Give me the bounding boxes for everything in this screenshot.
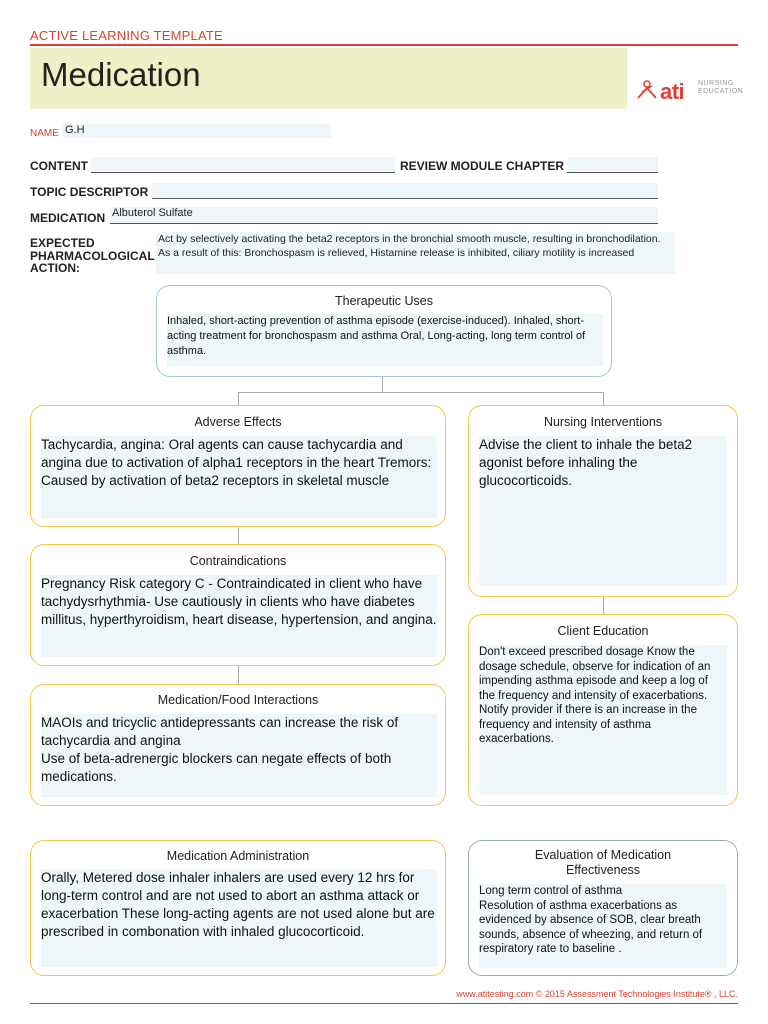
name-field[interactable] bbox=[63, 124, 331, 138]
topic-label: TOPIC DESCRIPTOR bbox=[30, 185, 149, 199]
connector bbox=[238, 392, 604, 393]
med-food-interactions-box bbox=[30, 684, 446, 806]
adverse-effects-box bbox=[30, 405, 446, 527]
page-title: Medication bbox=[41, 56, 201, 93]
connector bbox=[603, 392, 604, 405]
evaluation-title-line1: Evaluation of Medication bbox=[534, 848, 672, 862]
expected-action-label bbox=[30, 237, 155, 275]
med-food-interactions-title: Medication/Food Interactions bbox=[157, 693, 319, 707]
expected-label-line3: ACTION: bbox=[30, 261, 80, 275]
ati-logo-icon bbox=[634, 76, 660, 102]
evaluation-line1: Long term control of asthma bbox=[479, 885, 623, 897]
template-label: ACTIVE LEARNING TEMPLATE bbox=[30, 28, 223, 43]
ati-logo bbox=[632, 74, 742, 110]
footer-text: www.atitesting.com © 2015 Assessment Technologies Institute® , LLC. bbox=[456, 989, 738, 999]
medication-value: Albuterol Sulfate bbox=[112, 207, 193, 219]
nursing-interventions-box bbox=[468, 405, 738, 597]
med-food-interactions-line1: MAOIs and tricyclic antidepressants can increase the risk of tachycardia and angina bbox=[41, 715, 399, 748]
name-value: G.H bbox=[65, 124, 85, 136]
med-administration-body[interactable]: Orally, Metered dose inhaler inhalers are used every 12 hrs for long-term control and are not used to abort an asthma attack or exacerbation These long-acting agents are not used alone but are prescribed in combonation with inhaled glucocorticoid. bbox=[41, 869, 437, 967]
evaluation-title bbox=[469, 848, 737, 878]
expected-action-field[interactable] bbox=[156, 232, 675, 274]
logo-tagline: NURSING EDUCATION bbox=[698, 80, 744, 95]
header-rule bbox=[30, 44, 738, 46]
connector bbox=[238, 527, 239, 544]
connector bbox=[238, 666, 239, 684]
review-module-label: REVIEW MODULE CHAPTER bbox=[400, 159, 565, 173]
content-field[interactable] bbox=[91, 157, 395, 173]
logo-brand: ati bbox=[660, 79, 685, 104]
medication-field[interactable] bbox=[110, 207, 658, 224]
topic-field[interactable] bbox=[152, 183, 658, 199]
contraindications-body[interactable]: Pregnancy Risk category C - Contraindicated in client who have tachydysrhythmia- Use cautiously in clients who have diabetes millitus, hyperthyroidism, heart disease, hypertension, and angina. bbox=[41, 575, 437, 657]
evaluation-box bbox=[468, 840, 738, 976]
medication-label: MEDICATION bbox=[30, 211, 106, 225]
footer-rule bbox=[30, 1003, 738, 1004]
expected-label-line1: EXPECTED bbox=[30, 236, 95, 250]
expected-label-line2: PHARMACOLOGICAL bbox=[30, 248, 155, 263]
adverse-effects-title: Adverse Effects bbox=[194, 415, 282, 429]
adverse-effects-body[interactable]: Tachycardia, angina: Oral agents can cause tachycardia and angina due to activation of alpha1 receptors in the heart Tremors: Caused by activation of beta2 receptors in skeletal muscle bbox=[41, 436, 437, 518]
med-administration-title: Medication Administration bbox=[166, 849, 310, 863]
connector bbox=[382, 377, 383, 392]
nursing-interventions-title: Nursing Interventions bbox=[543, 415, 663, 429]
med-food-interactions-body[interactable] bbox=[41, 714, 437, 797]
contraindications-title: Contraindications bbox=[189, 554, 287, 568]
evaluation-body[interactable] bbox=[479, 884, 727, 968]
therapeutic-uses-title: Therapeutic Uses bbox=[335, 294, 433, 308]
nursing-interventions-body[interactable]: Advise the client to inhale the beta2 agonist before inhaling the glucocorticoids. bbox=[479, 436, 727, 586]
evaluation-line2: Resolution of asthma exacerbations as evidenced by absence of SOB, clear breath sounds, absence of wheezing, and return of respiratory rate to baseline . bbox=[479, 899, 703, 955]
evaluation-title-line2: Effectiveness bbox=[565, 863, 641, 877]
connector bbox=[603, 597, 604, 614]
name-label: NAME bbox=[30, 128, 59, 139]
client-education-title: Client Education bbox=[557, 624, 649, 638]
med-administration-box bbox=[30, 840, 446, 976]
therapeutic-uses-box bbox=[156, 285, 612, 377]
client-education-body[interactable]: Don't exceed prescribed dosage Know the dosage schedule, observe for indication of an impending asthma episode and keep a log of the frequency and intensity of exacerbations. Notify provider if there is an increase in the frequency and intensity of asthma exacerbations. bbox=[479, 645, 727, 795]
review-module-field[interactable] bbox=[567, 157, 658, 173]
client-education-box bbox=[468, 614, 738, 806]
expected-action-value: Act by selectively activating the beta2 receptors in the bronchial smooth muscle, resulting in bronchodilation. As a result of this: Bronchospasm is relieved, Histamine release is inhibited, ciliary motility is increased bbox=[158, 233, 661, 259]
therapeutic-uses-body[interactable]: Inhaled, short-acting prevention of asthma episode (exercise-induced). Inhaled, short-acting treatment for bronchospasm and asthma Oral, Long-acting, long term control of asthma. bbox=[167, 314, 603, 366]
content-label: CONTENT bbox=[30, 159, 88, 173]
contraindications-box bbox=[30, 544, 446, 666]
connector bbox=[238, 392, 239, 405]
med-food-interactions-line2: Use of beta-adrenergic blockers can negate effects of both medications. bbox=[41, 751, 392, 784]
